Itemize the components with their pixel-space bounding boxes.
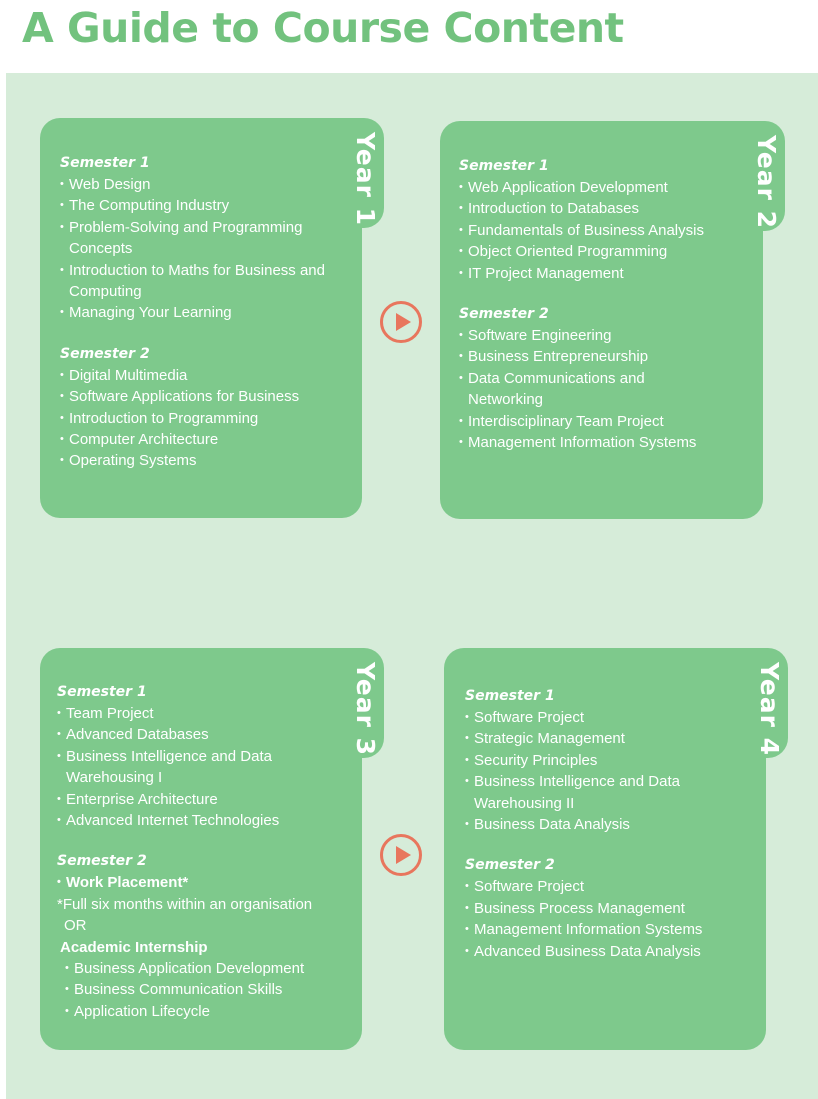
list-item: • Problem-Solving and Programming Concepts — [60, 217, 334, 260]
list-item: • Advanced Databases — [57, 724, 352, 745]
content-panel — [6, 73, 818, 1099]
list-item: • Team Project — [57, 703, 352, 724]
list-item: • Data Communications and Networking — [459, 368, 683, 411]
list-item: • Business Application Development — [65, 958, 352, 979]
list-item: • Advanced Internet Technologies — [57, 810, 352, 831]
list-item: • Interdisciplinary Team Project — [459, 411, 744, 432]
year-3-semester-2-heading: Semester 2 — [57, 853, 147, 870]
list-item: • Introduction to Programming — [60, 408, 340, 429]
year-1-semester-2-heading: Semester 2 — [60, 345, 150, 362]
list-item: • Business Communication Skills — [65, 979, 352, 1000]
list-item: • Business Entrepreneurship — [459, 346, 744, 367]
list-item: • Software Project — [465, 876, 750, 897]
play-arrow-icon — [380, 301, 422, 343]
play-arrow-icon — [380, 834, 422, 876]
work-placement-item: • Work Placement* — [57, 872, 352, 893]
list-item: • Introduction to Databases — [459, 198, 744, 219]
list-item: • Computer Architecture — [60, 429, 340, 450]
year-4-semester-1-heading: Semester 1 — [465, 688, 555, 704]
list-item: • Software Applications for Business — [60, 386, 340, 407]
list-item: • Software Project — [465, 707, 750, 728]
year-4-card — [444, 648, 784, 1050]
list-item: • Advanced Business Data Analysis — [465, 941, 750, 962]
year-2-semester-2-heading: Semester 2 — [459, 306, 549, 323]
year-4-semester-2-heading: Semester 2 — [465, 857, 555, 874]
list-item: • Management Information Systems — [459, 432, 744, 453]
year-4-label: Year 4 — [755, 662, 784, 757]
list-item: • Application Lifecycle — [65, 1001, 352, 1022]
year-4-semester-2-list — [465, 876, 750, 962]
page-title: A Guide to Course Content — [22, 4, 624, 52]
list-item: • Software Engineering — [459, 325, 744, 346]
year-1-label: Year 1 — [351, 132, 380, 227]
year-1-semester-1-heading: Semester 1 — [60, 155, 150, 171]
academic-internship-heading: Academic Internship — [60, 938, 208, 956]
year-1-card — [40, 118, 380, 518]
year-3-internship-list — [57, 958, 352, 1022]
year-1-semester-1-list — [60, 174, 340, 324]
year-2-semester-1-list — [459, 177, 744, 284]
list-item: • Security Principles — [465, 750, 750, 771]
list-item: • Business Data Analysis — [465, 814, 750, 835]
list-item: • Strategic Management — [465, 728, 750, 749]
list-item: • Business Intelligence and Data Warehousing II — [465, 771, 719, 814]
list-item: • The Computing Industry — [60, 195, 340, 216]
year-4-semester-1-list — [465, 707, 750, 835]
list-item: • Management Information Systems — [465, 919, 750, 940]
placement-note: *Full six months within an organisation — [57, 895, 313, 913]
list-item: • Enterprise Architecture — [57, 789, 352, 810]
list-item: • Digital Multimedia — [60, 365, 340, 386]
list-item: • Object Oriented Programming — [459, 241, 744, 262]
or-text: OR — [64, 917, 87, 935]
year-1-semester-2-list — [60, 365, 340, 472]
list-item: • Introduction to Maths for Business and Computing — [60, 260, 329, 303]
list-item: • IT Project Management — [459, 263, 744, 284]
list-item: • Operating Systems — [60, 450, 340, 471]
year-3-semester-1-list — [57, 703, 352, 831]
list-item: • Business Process Management — [465, 898, 750, 919]
list-item: • Web Application Development — [459, 177, 744, 198]
list-item: • Fundamentals of Business Analysis — [459, 220, 744, 241]
year-2-semester-2-list — [459, 325, 744, 453]
list-item: • Web Design — [60, 174, 340, 195]
year-2-label: Year 2 — [752, 135, 781, 230]
year-3-card — [40, 648, 380, 1050]
year-3-work-placement — [57, 872, 352, 893]
year-3-semester-1-heading: Semester 1 — [57, 684, 147, 700]
year-2-card — [440, 121, 781, 519]
list-item: • Managing Your Learning — [60, 302, 340, 323]
list-item: • Business Intelligence and Data Warehousing I — [57, 746, 306, 789]
year-2-semester-1-heading: Semester 1 — [459, 158, 549, 174]
year-3-label: Year 3 — [351, 662, 380, 757]
